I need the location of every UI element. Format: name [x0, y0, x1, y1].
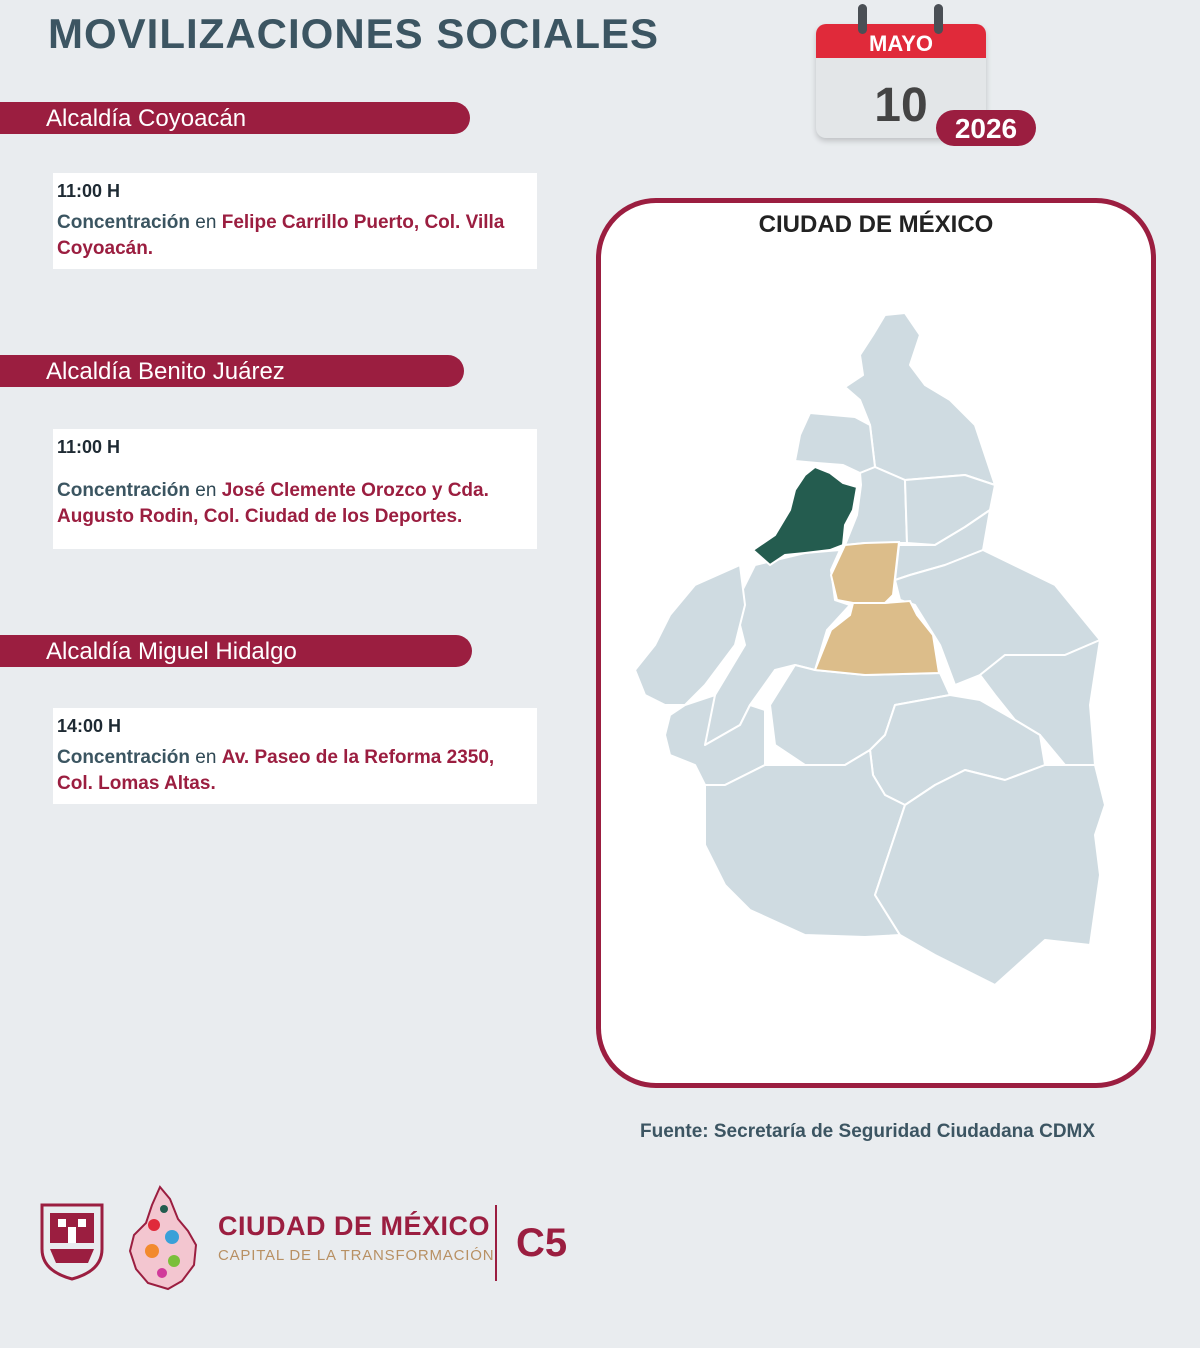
- event-card: [53, 429, 537, 549]
- c5-logo: C5: [516, 1221, 568, 1265]
- date-calendar: [812, 4, 1042, 154]
- cdmx-map-logo: [124, 1185, 200, 1291]
- alcaldia-label: Alcaldía Miguel Hidalgo: [0, 635, 472, 667]
- event-time: 11:00 H: [57, 181, 121, 201]
- map-region-benito-juarez: [831, 542, 899, 603]
- brand-subtitle: CAPITAL DE LA TRANSFORMACIÓN: [218, 1247, 495, 1264]
- calendar-year: 2026: [936, 110, 1036, 146]
- brand-divider: [495, 1205, 497, 1281]
- event-activity: Concentración: [57, 747, 191, 768]
- brand-title: CIUDAD DE MÉXICO: [218, 1211, 491, 1241]
- map-frame: [596, 198, 1156, 1088]
- calendar-ring-icon: [934, 4, 943, 34]
- cdmx-shield-logo: [38, 1201, 106, 1281]
- event-address: Felipe Carrillo Puerto, Col. Villa Coyoacán.: [57, 212, 505, 259]
- event-time: 11:00 H: [57, 437, 121, 457]
- cdmx-map: [601, 203, 1151, 1083]
- event-connector: en: [190, 480, 222, 501]
- calendar-ring-icon: [858, 4, 867, 34]
- event-card: [53, 173, 537, 269]
- map-title: CIUDAD DE MÉXICO: [758, 211, 994, 238]
- event-connector: en: [190, 747, 222, 768]
- page-title: MOVILIZACIONES SOCIALES: [48, 10, 660, 57]
- event-address: José Clemente Orozco y Cda. Augusto Rodin, Col. Ciudad de los Deportes.: [57, 480, 489, 527]
- map-region-miguel-hidalgo: [753, 467, 857, 565]
- source-note: Fuente: Secretaría de Seguridad Ciudadana CDMX: [640, 1121, 1096, 1142]
- event-connector: en: [190, 212, 222, 233]
- alcaldia-label: Alcaldía Coyoacán: [0, 102, 470, 134]
- event-activity: Concentración: [57, 212, 191, 233]
- event-description: [57, 478, 529, 530]
- footer-brand: [38, 1185, 638, 1295]
- event-description: [57, 745, 529, 797]
- calendar-month: MAYO: [816, 24, 986, 58]
- event-address: Av. Paseo de la Reforma 2350, Col. Lomas Altas.: [57, 747, 495, 794]
- calendar-day: 10: [874, 79, 928, 132]
- map-region-azcapotzalco: [795, 413, 875, 473]
- event-activity: Concentración: [57, 480, 191, 501]
- event-card: [53, 708, 537, 804]
- event-description: [57, 210, 529, 262]
- event-time: 14:00 H: [57, 716, 122, 736]
- alcaldia-label: Alcaldía Benito Juárez: [0, 355, 464, 387]
